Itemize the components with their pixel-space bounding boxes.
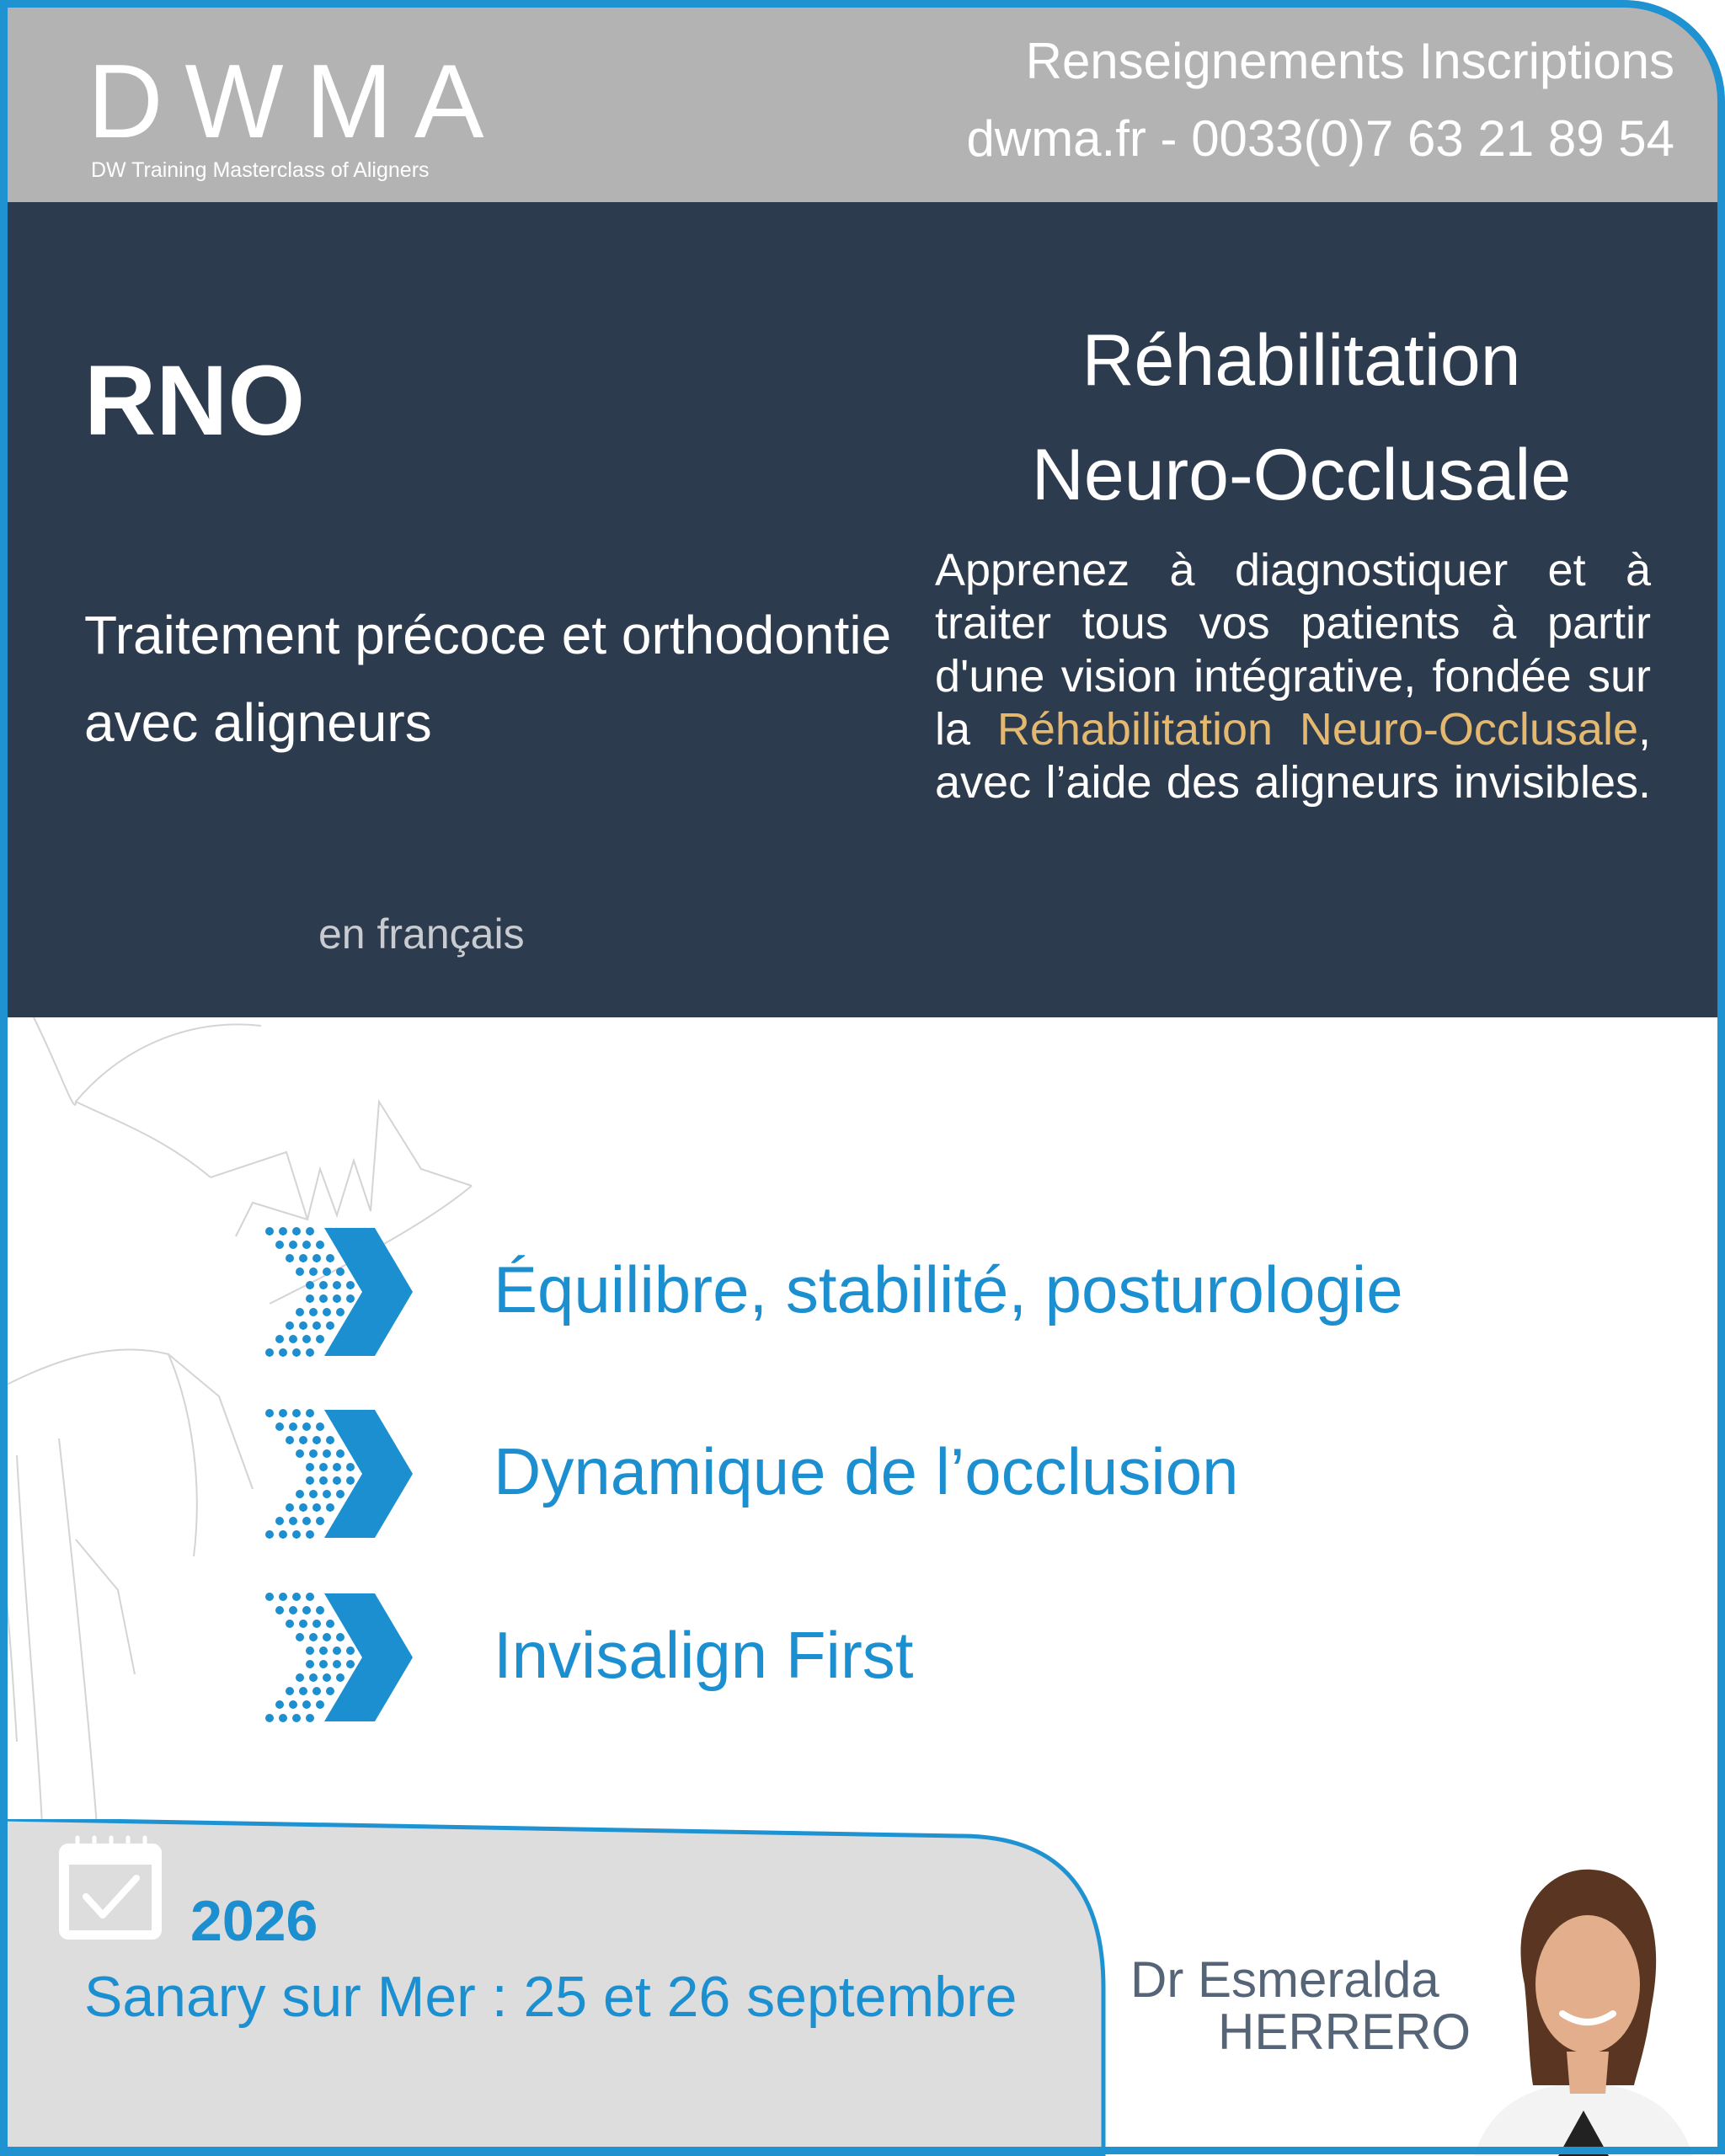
- description-highlight: Réhabilitation Neuro-Occlusale: [996, 704, 1638, 755]
- calendar-check-icon: [57, 1834, 167, 1944]
- event-year: 2026: [190, 1889, 318, 1953]
- chevron-dots-icon: [261, 1590, 413, 1725]
- description-text: Apprenez à diagnostiquer et à traiter tous vos patients à partir d'une vision intégrative, fondée sur la: [935, 545, 1651, 755]
- speaker-photo: [1457, 1858, 1710, 2156]
- topic-label: Invisalign First: [494, 1618, 914, 1692]
- course-description: [935, 544, 1651, 809]
- dwma-logo: DWMA: [88, 44, 506, 160]
- event-location-dates: Sanary sur Mer : 25 et 26 septembre: [84, 1965, 1017, 2029]
- topic-label: Équilibre, stabilité, posturologie: [494, 1252, 1403, 1326]
- course-subtitle: Traitement précoce et orthodontie avec aligneurs: [84, 605, 892, 753]
- topic-item: [261, 1406, 1693, 1541]
- chevron-dots-icon: [261, 1225, 413, 1359]
- speaker-first-name: Dr Esmeralda: [1130, 1951, 1439, 2008]
- course-title-line2: Neuro-Occlusale: [1031, 435, 1572, 515]
- chevron-dots-icon: [261, 1406, 413, 1541]
- course-title-line1: Réhabilitation: [1081, 320, 1521, 401]
- course-code: RNO: [84, 345, 306, 456]
- course-panel: [0, 202, 1725, 1017]
- description-text-end: , avec l’aide des aligneurs invisibles.: [935, 704, 1651, 808]
- header-bar: [0, 0, 1725, 202]
- contact-details: dwma.fr - 0033(0)7 63 21 89 54: [966, 110, 1674, 167]
- course-title: [927, 303, 1676, 532]
- speaker-last-name: HERRERO: [1218, 2004, 1471, 2060]
- course-language: en français: [318, 910, 525, 958]
- logo-subtitle: DW Training Masterclass of Aligners: [91, 158, 430, 182]
- topic-label: Dynamique de l’occlusion: [494, 1434, 1239, 1508]
- topic-item: [261, 1225, 1693, 1359]
- contact-heading: Renseignements Inscriptions: [1025, 33, 1674, 89]
- topic-item: [261, 1590, 1693, 1725]
